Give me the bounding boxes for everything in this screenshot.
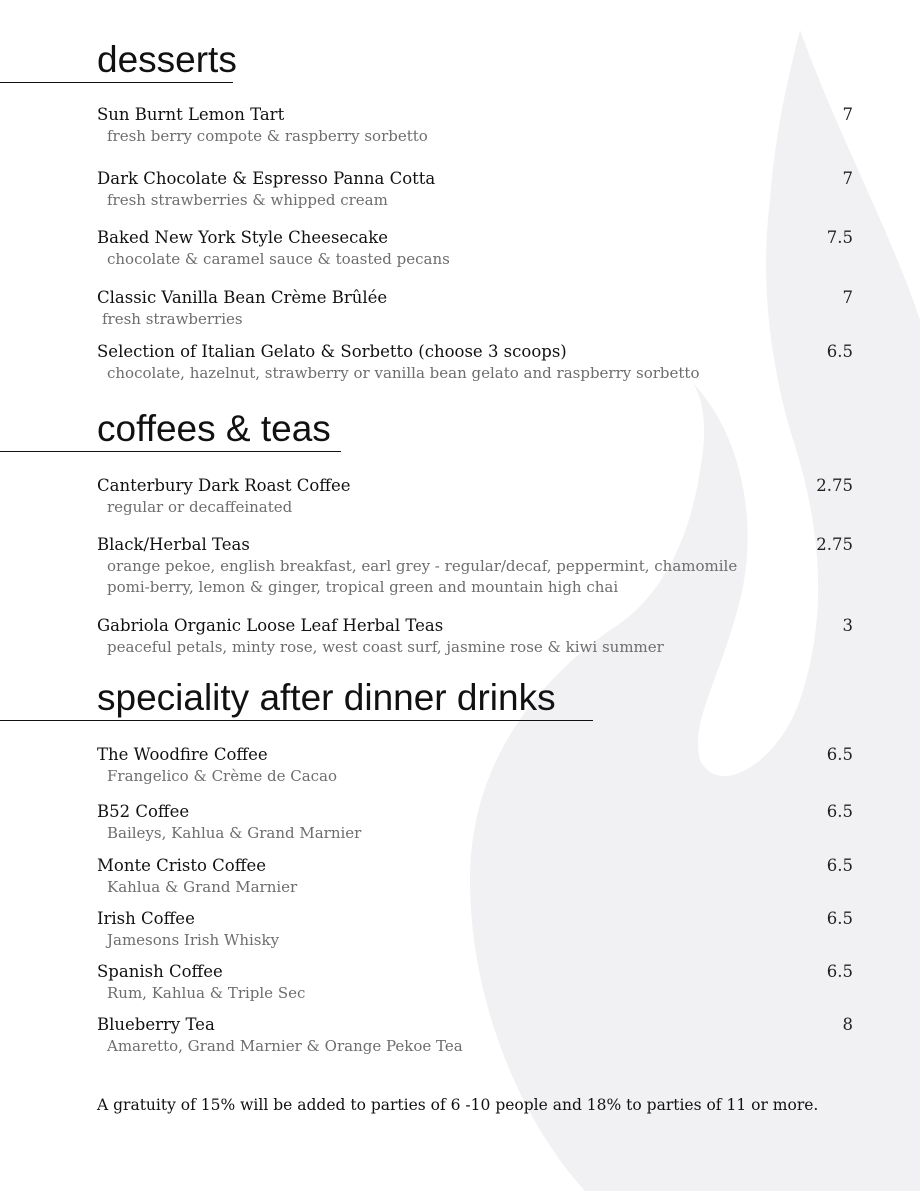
item-name: Canterbury Dark Roast Coffee (97, 476, 351, 495)
item-description: Jamesons Irish Whisky (107, 931, 280, 949)
item-price: 7.5 (826, 228, 853, 247)
item-price: 6.5 (826, 962, 853, 981)
item-name: Classic Vanilla Bean Crème Brûlée (97, 288, 388, 307)
item-name: Irish Coffee (97, 909, 195, 928)
menu-item (97, 341, 853, 384)
item-description: fresh strawberries & whipped cream (107, 191, 388, 209)
item-name: Black/Herbal Teas (97, 535, 250, 554)
item-description: pomi-berry, lemon & ginger, tropical green and mountain high chai (107, 578, 619, 596)
item-price: 6.5 (826, 856, 853, 875)
item-name: Spanish Coffee (97, 962, 223, 981)
item-name: Blueberry Tea (97, 1015, 215, 1034)
item-price: 8 (842, 1015, 853, 1034)
item-name: Dark Chocolate & Espresso Panna Cotta (97, 169, 436, 188)
item-description: orange pekoe, english breakfast, earl grey - regular/decaf, peppermint, chamomile (107, 557, 738, 575)
menu-item (97, 801, 853, 844)
item-name: Monte Cristo Coffee (97, 856, 266, 875)
item-name: B52 Coffee (97, 802, 190, 821)
item-description: fresh berry compote & raspberry sorbetto (107, 127, 428, 145)
item-price: 6.5 (826, 745, 853, 764)
menu-item (97, 534, 853, 598)
menu-item (97, 744, 853, 787)
menu-item (97, 104, 853, 147)
item-description: Amaretto, Grand Marnier & Orange Pekoe Tea (107, 1037, 463, 1055)
item-price: 7 (842, 169, 853, 188)
menu-item (97, 168, 853, 211)
item-price: 2.75 (816, 535, 853, 554)
item-description: Baileys, Kahlua & Grand Marnier (107, 824, 362, 842)
section-title: desserts (0, 38, 233, 83)
item-description: Rum, Kahlua & Triple Sec (107, 984, 306, 1002)
item-description: Frangelico & Crème de Cacao (107, 767, 338, 785)
menu-item (97, 1014, 853, 1057)
item-price: 6.5 (826, 909, 853, 928)
menu-item (97, 615, 853, 658)
item-name: The Woodfire Coffee (97, 745, 268, 764)
item-description: peaceful petals, minty rose, west coast surf, jasmine rose & kiwi summer (107, 638, 664, 656)
item-price: 2.75 (816, 476, 853, 495)
item-name: Selection of Italian Gelato & Sorbetto (choose 3 scoops) (97, 342, 567, 361)
section-title: coffees & teas (0, 407, 341, 452)
section-title: speciality after dinner drinks (0, 676, 593, 721)
item-name: Baked New York Style Cheesecake (97, 228, 389, 247)
menu-item (97, 475, 853, 518)
item-name: Gabriola Organic Loose Leaf Herbal Teas (97, 616, 444, 635)
menu-item (97, 855, 853, 898)
item-price: 7 (842, 288, 853, 307)
item-price: 6.5 (826, 802, 853, 821)
item-price: 7 (842, 105, 853, 124)
menu-item (97, 961, 853, 1004)
item-description: fresh strawberries (102, 310, 243, 328)
menu-item (97, 227, 853, 270)
item-price: 6.5 (826, 342, 853, 361)
item-description: regular or decaffeinated (107, 498, 293, 516)
menu-item (97, 287, 853, 330)
gratuity-note: A gratuity of 15% will be added to parties of 6 -10 people and 18% to parties of 11 or more. (97, 1096, 819, 1114)
item-name: Sun Burnt Lemon Tart (97, 105, 285, 124)
item-description: chocolate, hazelnut, strawberry or vanilla bean gelato and raspberry sorbetto (107, 364, 700, 382)
menu-item (97, 908, 853, 951)
item-description: Kahlua & Grand Marnier (107, 878, 298, 896)
item-description: chocolate & caramel sauce & toasted pecans (107, 250, 450, 268)
item-price: 3 (842, 616, 853, 635)
